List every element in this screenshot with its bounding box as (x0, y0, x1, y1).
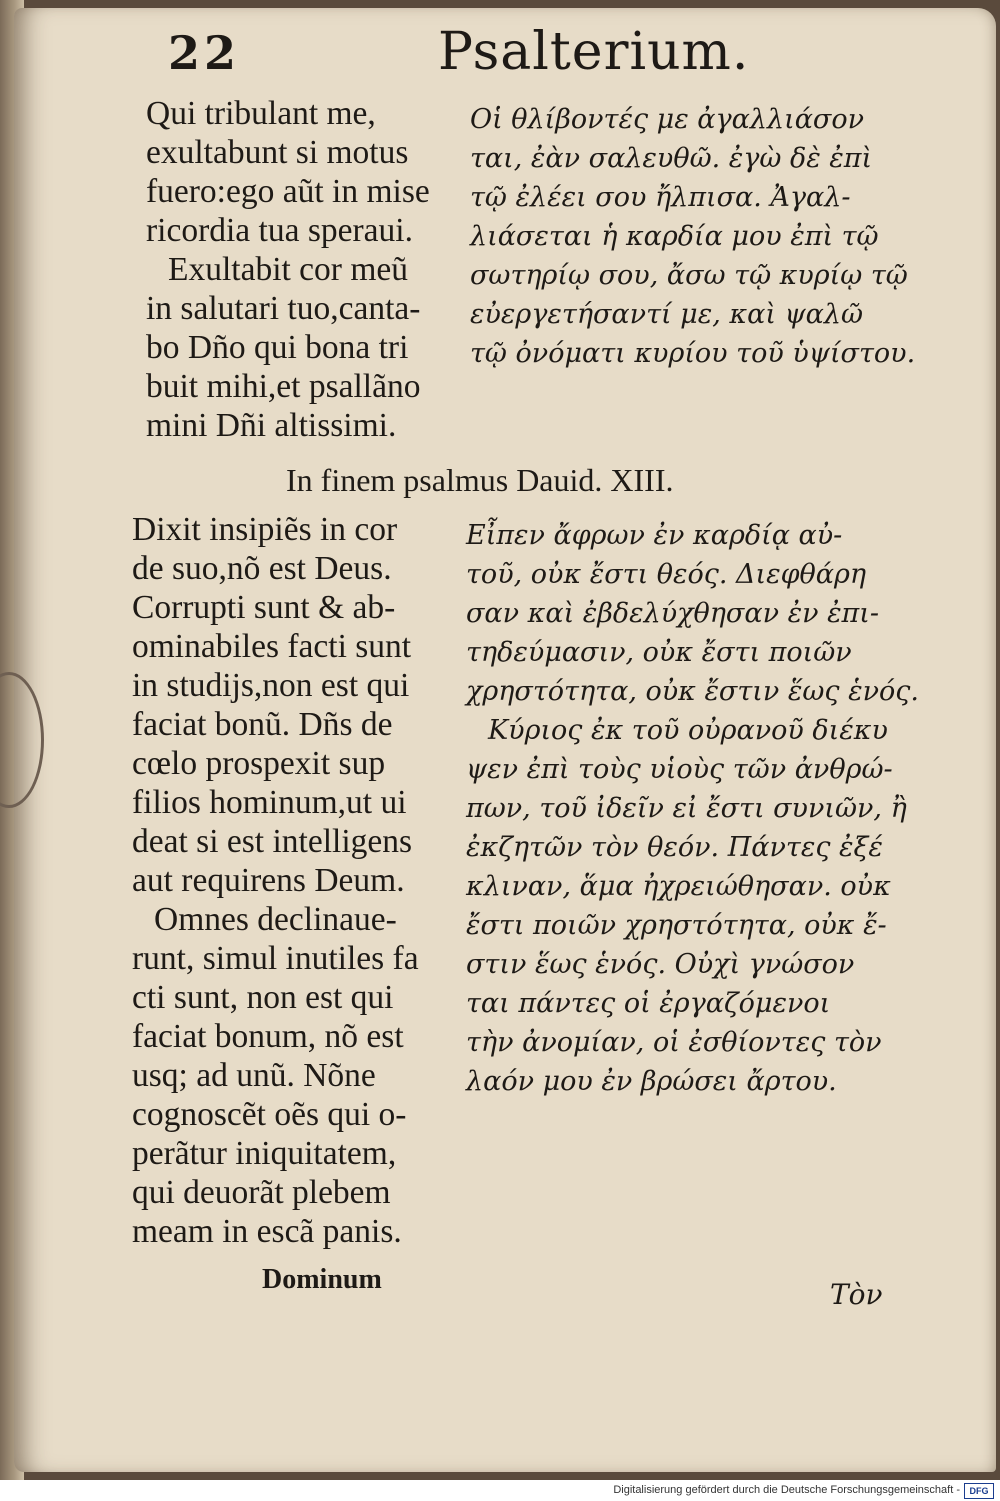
text-line: cti sunt, non est qui (132, 979, 394, 1016)
text-line: ται πάντες οἱ ἐργαζόμενοι (466, 988, 831, 1019)
text-line: κλιναν, ἅμα ἠχρειώθησαν. οὐκ (466, 871, 891, 902)
text-line: Κύριος ἐκ τοῦ οὐρανοῦ διέκυ (488, 715, 888, 746)
text-line: usq; ad unũ. Nõne (132, 1057, 376, 1094)
text-line: Omnes declinaue- (154, 901, 397, 938)
text-line: σαν καὶ ἐβδελύχθησαν ἐν ἐπι- (466, 598, 880, 629)
dfg-logo: DFG (964, 1483, 994, 1499)
text-line: Corrupti sunt & ab- (132, 589, 396, 626)
page-number: 22 (168, 26, 241, 80)
text-line: λαόν μου ἐν βρώσει ἄρτου. (466, 1066, 837, 1097)
catchword-greek: Τὸν (830, 1278, 883, 1311)
text-line: τῷ ὀνόματι κυρίου τοῦ ὑψίστου. (470, 338, 916, 369)
text-line: εὐεργετήσαντί με, καὶ ψαλῶ (470, 299, 864, 330)
latin-column-2 (132, 510, 419, 1251)
greek-column-2 (466, 516, 919, 1101)
footer-bar (0, 1480, 1000, 1501)
text-line: cœlo prospexit sup (132, 745, 386, 782)
text-line: Dixit insipiẽs in cor (132, 511, 398, 548)
text-line: ἐκζητῶν τὸν θεόν. Πάντες ἐξέ (466, 832, 883, 863)
text-line: filios hominum,ut ui (132, 784, 407, 821)
text-line: runt, simul inutiles fa (132, 940, 419, 977)
text-line: perãtur iniquitatem, (132, 1135, 397, 1172)
text-line: τὴν ἀνομίαν, οἱ ἐσθίοντες τὸν (466, 1027, 882, 1058)
text-line: Exultabit cor meũ (168, 251, 409, 288)
funding-credit: Digitalisierung gefördert durch die Deutsche Forschungsgemeinschaft - (613, 1484, 960, 1496)
catchword-latin: Dominum (262, 1264, 382, 1295)
text-line: Οἱ θλίβοντές με ἀγαλλιάσον (470, 104, 865, 135)
text-line: in studijs,non est qui (132, 667, 410, 704)
text-line: aut requirens Deum. (132, 862, 405, 899)
text-line: buit mihi,et psallãno (146, 368, 421, 405)
text-line: exultabunt si motus (146, 134, 409, 171)
psalm-heading: In finem psalmus Dauid. XIII. (286, 462, 674, 498)
text-line: χρηστότητα, οὐκ ἔστιν ἕως ἑνός. (466, 676, 919, 707)
running-head: Psalterium. (438, 22, 750, 82)
text-line: mini Dñi altissimi. (146, 407, 397, 444)
text-line: τοῦ, οὐκ ἔστι θεός. Διεφθάρη (466, 559, 867, 590)
text-line: faciat bonum, nõ est (132, 1018, 404, 1055)
text-line: bo Dño qui bona tri (146, 329, 409, 366)
text-line: fuero:ego aũt in mise (146, 173, 430, 210)
text-line: Qui tribulant me, (146, 95, 376, 132)
text-line: τῷ ἐλέει σου ἤλπισα. Ἀγαλ- (470, 182, 851, 213)
text-line: στιν ἕως ἑνός. Οὐχὶ γνώσον (466, 949, 855, 980)
text-line: Εἶπεν ἄφρων ἐν καρδίᾳ αὐ- (466, 520, 843, 551)
text-line: qui deuorãt plebem (132, 1174, 391, 1211)
text-line: ται, ἐὰν σαλευθῶ. ἐγὼ δὲ ἐπὶ (470, 143, 873, 174)
latin-column-1 (146, 94, 430, 445)
text-line: τηδεύμασιν, οὐκ ἔστι ποιῶν (466, 637, 852, 668)
text-line: σωτηρίῳ σου, ἄσω τῷ κυρίῳ τῷ (470, 260, 908, 291)
greek-column-1 (470, 100, 915, 373)
text-line: faciat bonũ. Dñs de (132, 706, 393, 743)
text-line: ψεν ἐπὶ τοὺς υἱοὺς τῶν ἀνθρώ- (466, 754, 893, 785)
text-line: cognoscẽt oẽs qui o- (132, 1096, 407, 1133)
text-line: deat si est intelligens (132, 823, 413, 860)
text-line: ricordia tua speraui. (146, 212, 413, 249)
text-line: in salutari tuo,canta- (146, 290, 421, 327)
text-line: λιάσεται ἡ καρδία μου ἐπὶ τῷ (470, 221, 879, 252)
text-line: de suo,nõ est Deus. (132, 550, 392, 587)
text-line: meam in escã panis. (132, 1213, 402, 1250)
text-line: ominabiles facti sunt (132, 628, 412, 665)
text-line: πων, τοῦ ἰδεῖν εἰ ἔστι συνιῶν, ἢ (466, 793, 907, 824)
text-line: ἔστι ποιῶν χρηστότητα, οὐκ ἔ- (466, 910, 887, 941)
